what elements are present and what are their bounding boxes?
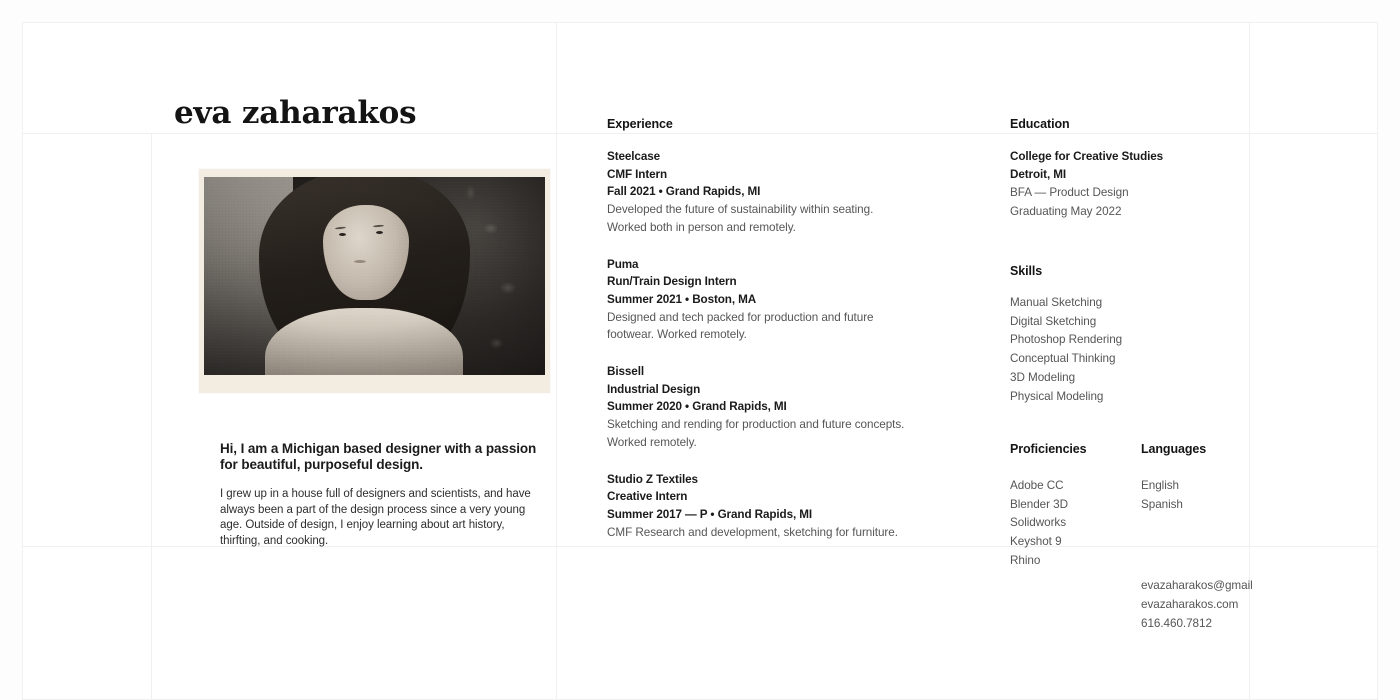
skill-item: Digital Sketching bbox=[1010, 314, 1097, 328]
contact-block bbox=[1141, 576, 1301, 633]
proficiency-item: Blender 3D bbox=[1010, 497, 1068, 511]
experience-role: CMF Intern bbox=[607, 167, 668, 181]
experience-entry bbox=[607, 148, 907, 237]
resume-canvas bbox=[22, 22, 1378, 700]
portrait-photo bbox=[199, 169, 550, 393]
languages-heading: Languages bbox=[1141, 442, 1207, 456]
rule-header-divider bbox=[23, 133, 1377, 134]
bio-headline: Hi, I am a Michigan based designer with a passion for beautiful, purposeful design. bbox=[220, 441, 537, 472]
experience-company: Bissell bbox=[607, 365, 644, 379]
experience-entry bbox=[607, 471, 907, 542]
experience-description: CMF Research and development, sketching for furniture. bbox=[607, 525, 898, 539]
contact-website[interactable]: evazaharakos.com bbox=[1141, 598, 1239, 611]
experience-company: Steelcase bbox=[607, 150, 661, 163]
education-location: Detroit, MI bbox=[1010, 168, 1067, 182]
skill-item: Conceptual Thinking bbox=[1010, 352, 1116, 366]
contact-phone[interactable]: 616.460.7812 bbox=[1141, 617, 1212, 630]
experience-company: Puma bbox=[607, 257, 639, 271]
education-heading: Education bbox=[1010, 117, 1070, 131]
skill-item: 3D Modeling bbox=[1010, 370, 1076, 384]
proficiencies-list bbox=[1010, 477, 1130, 571]
skill-item: Manual Sketching bbox=[1010, 296, 1103, 309]
language-item: Spanish bbox=[1141, 497, 1183, 511]
education-school: College for Creative Studies bbox=[1010, 150, 1164, 163]
experience-role: Industrial Design bbox=[607, 382, 701, 396]
experience-meta: Summer 2021 • Boston, MA bbox=[607, 292, 757, 306]
education-graduation: Graduating May 2022 bbox=[1010, 205, 1122, 219]
proficiencies-heading: Proficiencies bbox=[1010, 442, 1087, 456]
skills-list bbox=[1010, 294, 1240, 406]
proficiency-item: Keyshot 9 bbox=[1010, 535, 1062, 549]
languages-list bbox=[1141, 477, 1261, 514]
experience-entry bbox=[607, 363, 907, 452]
experience-heading: Experience bbox=[607, 117, 673, 131]
photo-vignette bbox=[204, 177, 545, 375]
proficiency-item: Solidworks bbox=[1010, 516, 1067, 530]
proficiency-item: Adobe CC bbox=[1010, 479, 1064, 492]
experience-description: Designed and tech packed for production and future footwear. Worked remotely. bbox=[607, 310, 874, 342]
education-degree: BFA — Product Design bbox=[1010, 186, 1129, 200]
proficiency-item: Rhino bbox=[1010, 553, 1041, 567]
skill-item: Physical Modeling bbox=[1010, 389, 1104, 403]
experience-meta: Summer 2020 • Grand Rapids, MI bbox=[607, 400, 787, 414]
contact-email[interactable]: evazaharakos@gmail bbox=[1141, 579, 1253, 592]
bio-body: I grew up in a house full of designers and scientists, and have always been a part of the design process since a very young age. Outside of design, I enjoy learning about art history, thirfting, and cooking. bbox=[220, 488, 531, 547]
experience-company: Studio Z Textiles bbox=[607, 472, 698, 486]
experience-description: Developed the future of sustainability within seating. Worked both in person and remotely. bbox=[607, 203, 874, 234]
experience-role: Run/Train Design Intern bbox=[607, 275, 737, 289]
education-block bbox=[1010, 148, 1240, 222]
portrait-photo-image bbox=[204, 177, 545, 375]
experience-entry bbox=[607, 256, 907, 345]
experience-meta: Summer 2017 — P • Grand Rapids, MI bbox=[607, 507, 813, 521]
page-title: eva zaharakos bbox=[174, 95, 417, 131]
experience-list bbox=[607, 148, 907, 560]
experience-role: Creative Intern bbox=[607, 490, 688, 504]
language-item: English bbox=[1141, 479, 1179, 492]
experience-meta: Fall 2021 • Grand Rapids, MI bbox=[607, 185, 761, 199]
skill-item: Photoshop Rendering bbox=[1010, 333, 1123, 347]
experience-description: Sketching and rending for production and future concepts. Worked remotely. bbox=[607, 418, 905, 449]
rule-col-1 bbox=[151, 133, 152, 699]
rule-col-2 bbox=[556, 23, 557, 699]
skills-heading: Skills bbox=[1010, 264, 1043, 278]
bio-section bbox=[220, 441, 540, 549]
